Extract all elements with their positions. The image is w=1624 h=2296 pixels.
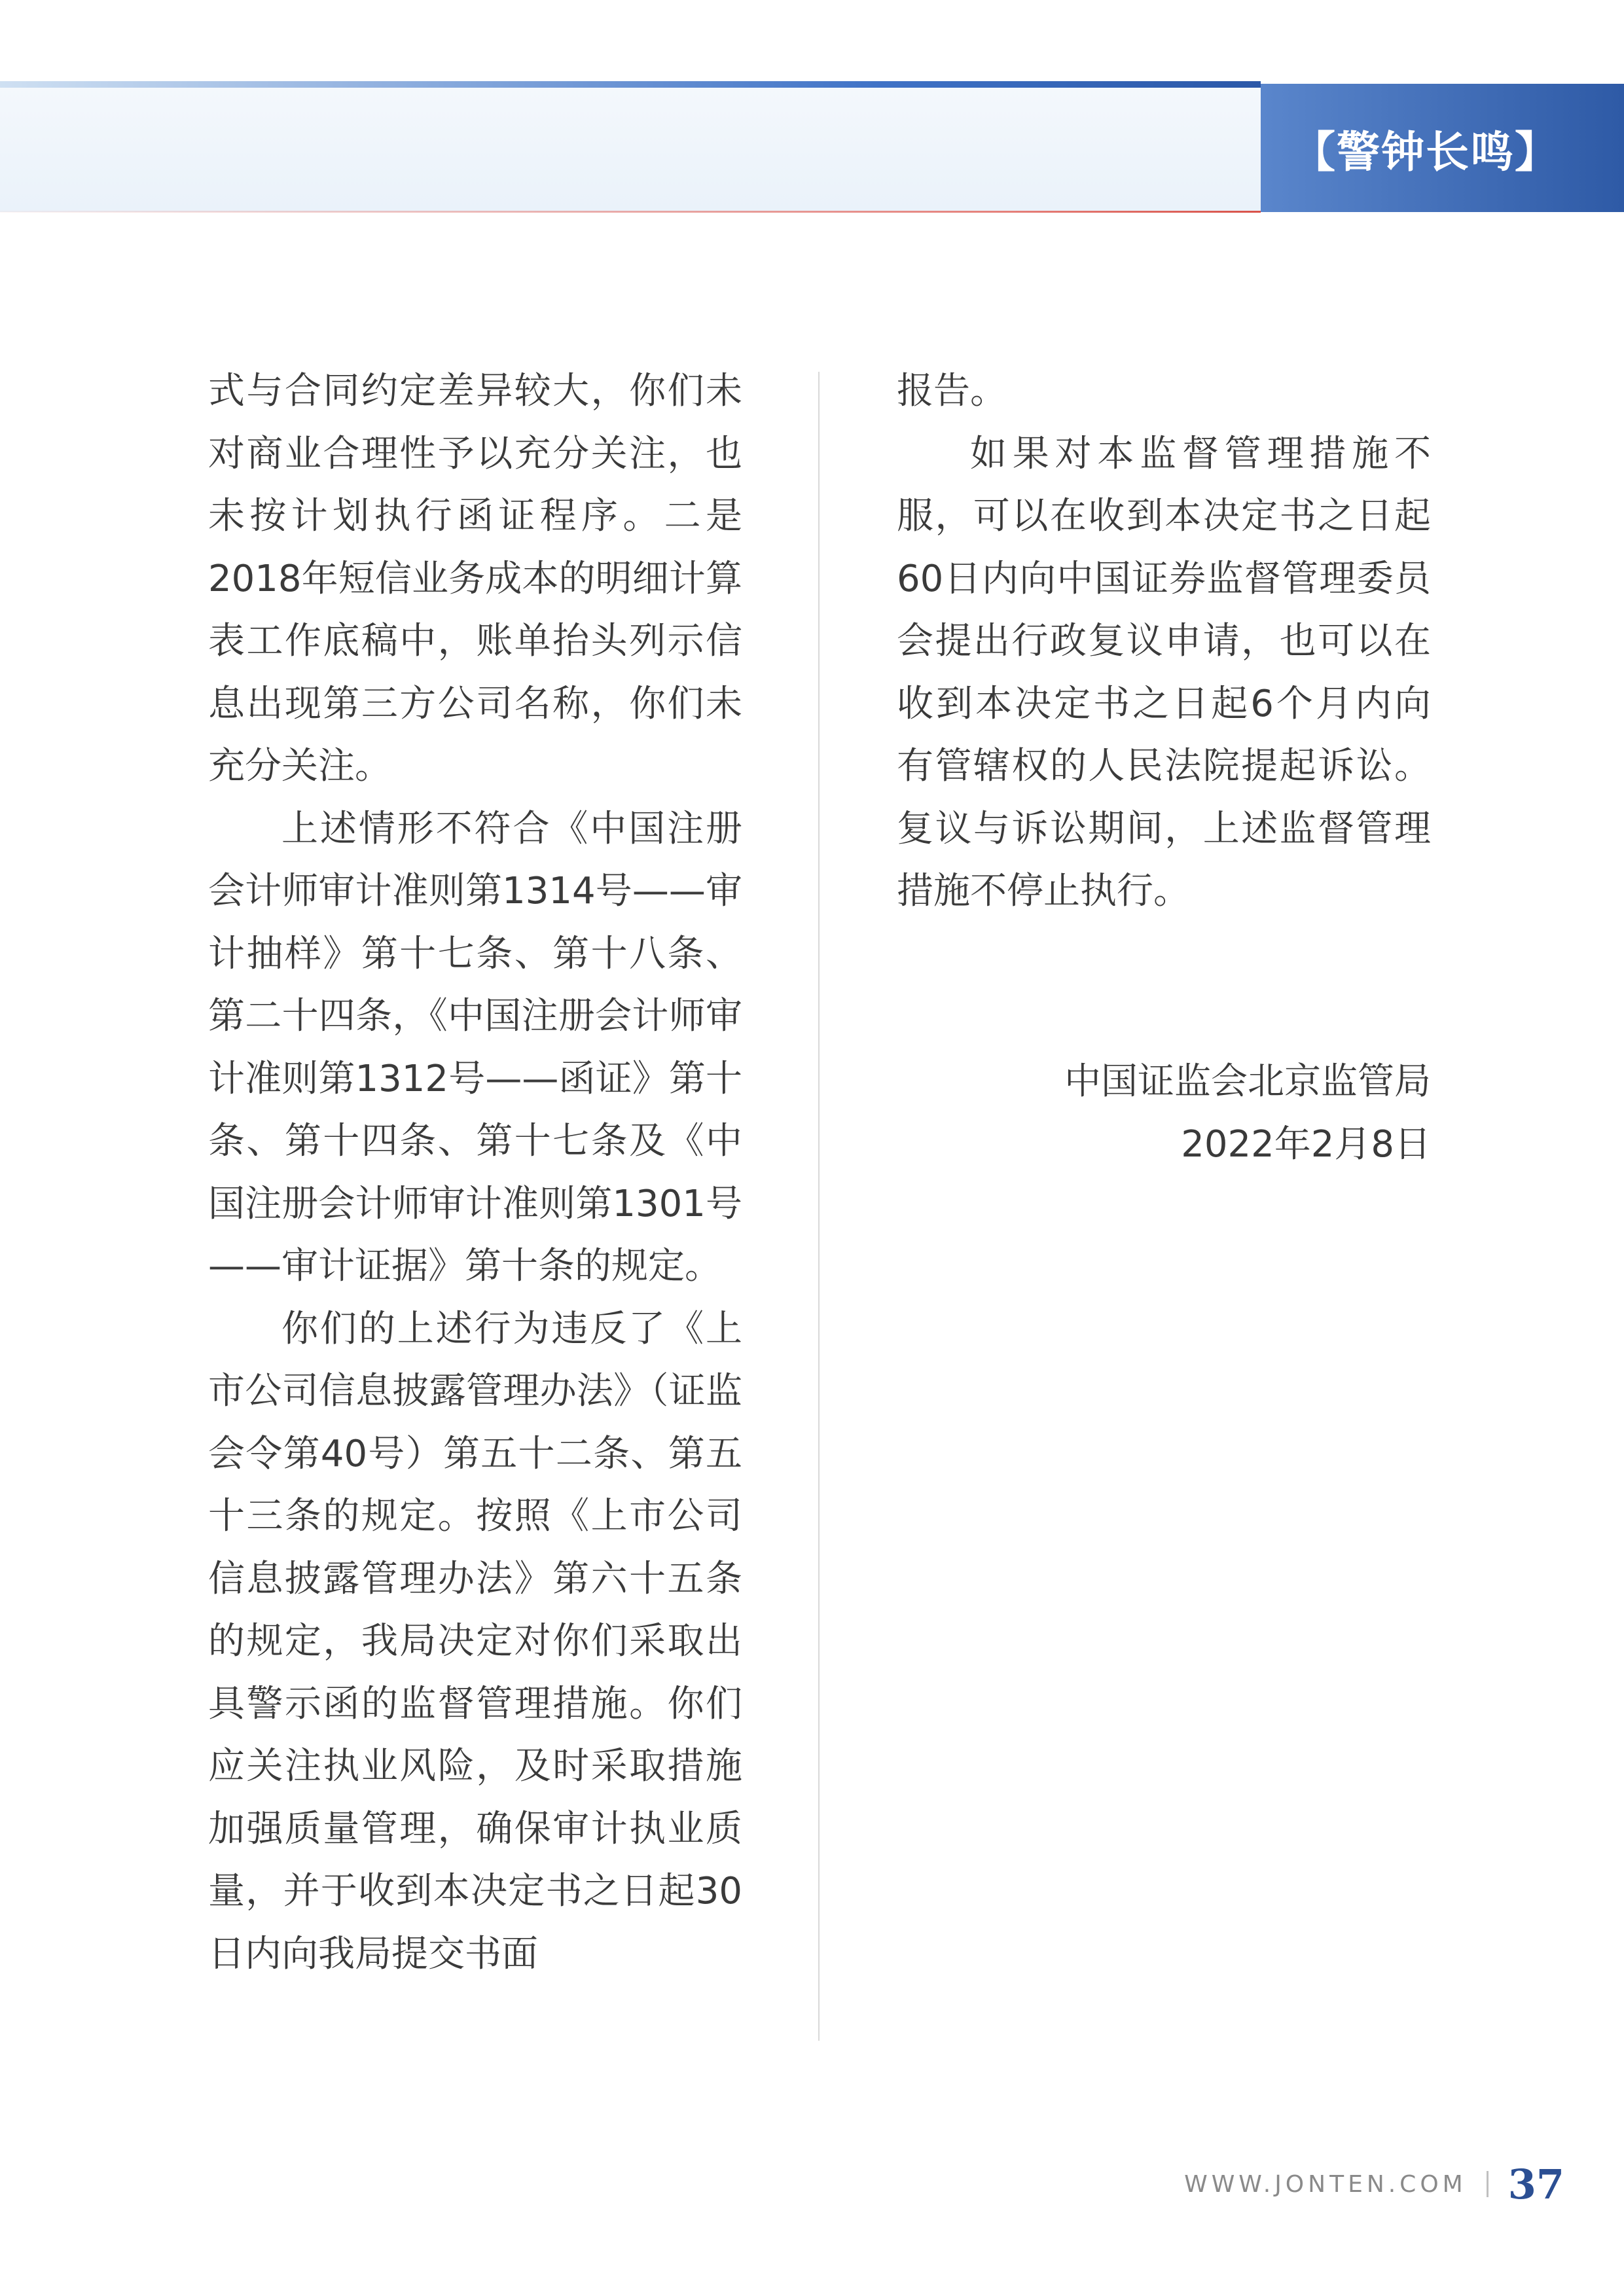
paragraph: 上述情形不符合《中国注册会计师审计准则第1314号——审计抽样》第十七条、第十八条、第二十四条，《中国注册会计师审计准则第1312号——函证》第十条、第十四条、第十七条及《中国注册会计师审计准则第1301号——审计证据》第十条的规定。 [208, 807, 742, 1287]
page-footer [1113, 2161, 1564, 2207]
footer-separator [1487, 2171, 1489, 2197]
footer-website: WWW.JONTEN.COM [1184, 2170, 1467, 2198]
header-red-line [0, 211, 1261, 213]
paragraph: 报告。 [897, 370, 1007, 412]
left-text-column [208, 360, 742, 1985]
right-text-column [897, 360, 1431, 923]
paragraph: 如果对本监督管理措施不服，可以在收到本决定书之日起60日内向中国证券监督管理委员会提出行政复议申请，也可以在收到本决定书之日起6个月内向有管辖权的人民法院提起诉讼。复议与诉讼期间，上述监督管理措施不停止执行。 [897, 432, 1431, 912]
header-band [0, 84, 1261, 212]
signature-organization: 中国证监会北京监管局 [1064, 1060, 1431, 1103]
column-tag: 【警钟长鸣】 [1261, 84, 1624, 212]
header-top-line [0, 81, 1261, 88]
signature-block [897, 1050, 1431, 1175]
column-divider [818, 372, 820, 2041]
paragraph: 式与合同约定差异较大，你们未对商业合理性予以充分关注，也未按计划执行函证程序。二是2018年短信业务成本的明细计算表工作底稿中，账单抬头列示信息出现第三方公司名称，你们未充分关注。 [208, 370, 742, 787]
paragraph: 你们的上述行为违反了《上市公司信息披露管理办法》（证监会令第40号）第五十二条、第五十三条的规定。按照《上市公司信息披露管理办法》第六十五条的规定，我局决定对你们采取出具警示函的监督管理措施。你们应关注执业风险，及时采取措施加强质量管理，确保审计执业质量，并于收到本决定书之日起30日内向我局提交书面 [208, 1307, 742, 1975]
page-number: 37 [1507, 2160, 1564, 2208]
signature-date: 2022年2月8日 [1181, 1122, 1431, 1166]
